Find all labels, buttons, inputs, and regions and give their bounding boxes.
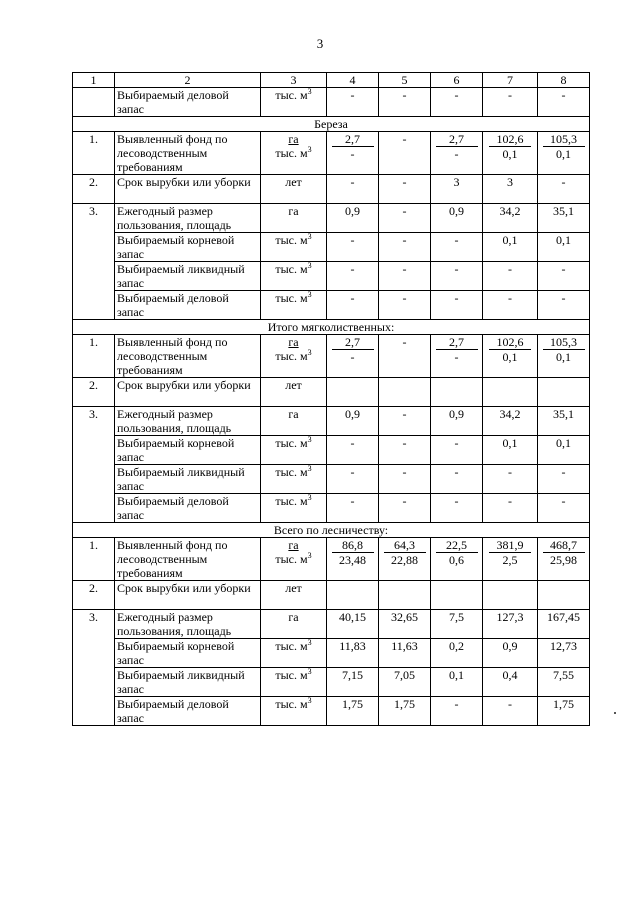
- value-cell: -: [538, 175, 590, 204]
- table-row: [73, 335, 590, 378]
- value-cell: -: [483, 291, 538, 320]
- value-cell: 34,2: [483, 204, 538, 233]
- forest-fund-table: [72, 72, 590, 726]
- row-number: 1.: [73, 335, 115, 378]
- table-row: [73, 132, 590, 175]
- value-cell: $\frac{102,6}{0,1}$: [483, 335, 538, 378]
- row-label: Срок вырубки или уборки: [115, 581, 261, 610]
- unit: тыс. $м^3$: [261, 291, 327, 320]
- row-label: Выбираемый деловой запас: [115, 697, 261, 726]
- value-cell: 34,2: [483, 407, 538, 436]
- row-label: Выбираемый деловой запас: [115, 88, 261, 117]
- value-cell: [327, 581, 379, 610]
- section-row: [73, 523, 590, 538]
- value-cell: 3: [431, 175, 483, 204]
- value-cell: 1,75: [379, 697, 431, 726]
- row-number: 2.: [73, 378, 115, 407]
- value-cell: -: [327, 291, 379, 320]
- value-cell: -: [379, 494, 431, 523]
- section-title: Итого мягколиственных:: [73, 320, 590, 335]
- value-cell: -: [379, 335, 431, 378]
- value-cell: 32,65: [379, 610, 431, 639]
- value-cell: [538, 378, 590, 407]
- unit: тыс. $м^3$: [261, 494, 327, 523]
- value-cell: 0,1: [431, 668, 483, 697]
- value-cell: -: [327, 88, 379, 117]
- row-label: Срок вырубки или уборки: [115, 175, 261, 204]
- value-cell: 7,5: [431, 610, 483, 639]
- value-cell: [431, 378, 483, 407]
- value-cell: $\frac{64,3}{22,88}$: [379, 538, 431, 581]
- row-number: [73, 88, 115, 117]
- value-cell: 0,2: [431, 639, 483, 668]
- unit: лет: [261, 581, 327, 610]
- value-cell: [483, 378, 538, 407]
- value-cell: -: [379, 233, 431, 262]
- table-row: [73, 378, 590, 407]
- row-number: 3.: [73, 407, 115, 523]
- row-label: Выбираемый корневой запас: [115, 639, 261, 668]
- header-cell: 3: [261, 73, 327, 88]
- section-row: [73, 320, 590, 335]
- header-cell: 8: [538, 73, 590, 88]
- page-number: 3: [316, 36, 324, 51]
- value-cell: [431, 581, 483, 610]
- value-cell: -: [379, 204, 431, 233]
- row-label: Выбираемый ликвидный запас: [115, 668, 261, 697]
- unit: га: [261, 204, 327, 233]
- row-label: Ежегодный размер пользования, площадь: [115, 407, 261, 436]
- value-cell: 12,73: [538, 639, 590, 668]
- value-cell: 0,9: [431, 204, 483, 233]
- section-title: Всего по лесничеству:: [73, 523, 590, 538]
- value-cell: 0,4: [483, 668, 538, 697]
- value-cell: -: [538, 262, 590, 291]
- value-cell: -: [379, 175, 431, 204]
- table-row: [73, 88, 590, 117]
- unit: тыс. $м^3$: [261, 639, 327, 668]
- row-number: 3.: [73, 610, 115, 726]
- unit: лет: [261, 175, 327, 204]
- row-label: Выбираемый деловой запас: [115, 291, 261, 320]
- unit: тыс. $м^3$: [261, 233, 327, 262]
- value-cell: $\frac{102,6}{0,1}$: [483, 132, 538, 175]
- value-cell: -: [483, 465, 538, 494]
- value-cell: 3: [483, 175, 538, 204]
- header-row: [73, 73, 590, 88]
- row-label: Срок вырубки или уборки: [115, 378, 261, 407]
- unit: га тыс. $м^3$: [261, 132, 327, 175]
- table-row: [73, 175, 590, 204]
- value-cell: $\frac{2,7}{-}$: [431, 335, 483, 378]
- value-cell: [483, 581, 538, 610]
- value-cell: 1,75: [538, 697, 590, 726]
- row-label: Ежегодный размер пользования, площадь: [115, 610, 261, 639]
- value-cell: -: [483, 494, 538, 523]
- value-cell: -: [379, 436, 431, 465]
- value-cell: -: [379, 262, 431, 291]
- value-cell: 127,3: [483, 610, 538, 639]
- table-row: [73, 639, 590, 668]
- value-cell: -: [379, 88, 431, 117]
- value-cell: $\frac{86,8}{23,48}$: [327, 538, 379, 581]
- value-cell: -: [483, 697, 538, 726]
- value-cell: -: [431, 697, 483, 726]
- row-number: 2.: [73, 175, 115, 204]
- row-number: 1.: [73, 538, 115, 581]
- row-label: Выявленный фонд по лесоводственным требованиям: [115, 538, 261, 581]
- header-cell: 6: [431, 73, 483, 88]
- table-row: [73, 407, 590, 436]
- value-cell: -: [431, 262, 483, 291]
- value-cell: 7,55: [538, 668, 590, 697]
- value-cell: -: [327, 233, 379, 262]
- table-row: [73, 494, 590, 523]
- value-cell: -: [327, 465, 379, 494]
- unit: лет: [261, 378, 327, 407]
- value-cell: $\frac{2,7}{-}$: [431, 132, 483, 175]
- table-row: [73, 204, 590, 233]
- header-cell: 4: [327, 73, 379, 88]
- section-title: Береза: [73, 117, 590, 132]
- value-cell: 0,9: [483, 639, 538, 668]
- value-cell: $\frac{22,5}{0,6}$: [431, 538, 483, 581]
- value-cell: 0,1: [538, 233, 590, 262]
- table-row: [73, 668, 590, 697]
- table-row: [73, 436, 590, 465]
- header-cell: 5: [379, 73, 431, 88]
- value-cell: -: [538, 291, 590, 320]
- table-row: [73, 581, 590, 610]
- value-cell: 11,63: [379, 639, 431, 668]
- row-number: 2.: [73, 581, 115, 610]
- value-cell: -: [538, 465, 590, 494]
- value-cell: -: [379, 407, 431, 436]
- value-cell: -: [431, 465, 483, 494]
- value-cell: 0,9: [327, 204, 379, 233]
- unit: тыс. $м^3$: [261, 668, 327, 697]
- section-row: [73, 117, 590, 132]
- row-label: Выбираемый ликвидный запас: [115, 262, 261, 291]
- value-cell: 35,1: [538, 407, 590, 436]
- value-cell: -: [431, 494, 483, 523]
- row-number: 1.: [73, 132, 115, 175]
- scan-speck: [614, 712, 616, 714]
- value-cell: $\frac{105,3}{0,1}$: [538, 335, 590, 378]
- value-cell: 11,83: [327, 639, 379, 668]
- value-cell: -: [327, 175, 379, 204]
- value-cell: -: [538, 494, 590, 523]
- value-cell: -: [327, 262, 379, 291]
- value-cell: [379, 581, 431, 610]
- table-row: [73, 233, 590, 262]
- row-label: Выбираемый ликвидный запас: [115, 465, 261, 494]
- value-cell: -: [327, 494, 379, 523]
- value-cell: -: [431, 233, 483, 262]
- value-cell: 40,15: [327, 610, 379, 639]
- table-row: [73, 262, 590, 291]
- value-cell: -: [483, 88, 538, 117]
- table-row: [73, 538, 590, 581]
- value-cell: $\frac{2,7}{-}$: [327, 335, 379, 378]
- value-cell: -: [483, 262, 538, 291]
- value-cell: 167,45: [538, 610, 590, 639]
- value-cell: [327, 378, 379, 407]
- unit: га: [261, 610, 327, 639]
- unit: тыс. $м^3$: [261, 465, 327, 494]
- value-cell: -: [379, 291, 431, 320]
- unit: га: [261, 407, 327, 436]
- unit: тыс. $м^3$: [261, 436, 327, 465]
- table-row: [73, 291, 590, 320]
- value-cell: $\frac{381,9}{2,5}$: [483, 538, 538, 581]
- value-cell: 0,1: [483, 233, 538, 262]
- value-cell: 7,05: [379, 668, 431, 697]
- value-cell: -: [431, 88, 483, 117]
- header-cell: 1: [73, 73, 115, 88]
- value-cell: $\frac{105,3}{0,1}$: [538, 132, 590, 175]
- value-cell: -: [379, 132, 431, 175]
- unit: тыс. $м^3$: [261, 262, 327, 291]
- value-cell: -: [431, 291, 483, 320]
- table-row: [73, 610, 590, 639]
- row-number: 3.: [73, 204, 115, 320]
- table-row: [73, 465, 590, 494]
- table-row: [73, 697, 590, 726]
- value-cell: 0,1: [538, 436, 590, 465]
- unit: тыс. $м^3$: [261, 697, 327, 726]
- value-cell: 1,75: [327, 697, 379, 726]
- value-cell: -: [327, 436, 379, 465]
- value-cell: $\frac{2,7}{-}$: [327, 132, 379, 175]
- row-label: Ежегодный размер пользования, площадь: [115, 204, 261, 233]
- row-label: Выбираемый корневой запас: [115, 436, 261, 465]
- unit: га тыс. $м^3$: [261, 538, 327, 581]
- value-cell: 0,9: [431, 407, 483, 436]
- value-cell: -: [379, 465, 431, 494]
- unit: тыс. $м^3$: [261, 88, 327, 117]
- value-cell: 0,1: [483, 436, 538, 465]
- row-label: Выявленный фонд по лесоводственным требованиям: [115, 132, 261, 175]
- row-label: Выбираемый корневой запас: [115, 233, 261, 262]
- value-cell: [379, 378, 431, 407]
- row-label: Выбираемый деловой запас: [115, 494, 261, 523]
- value-cell: 7,15: [327, 668, 379, 697]
- unit: га тыс. $м^3$: [261, 335, 327, 378]
- value-cell: -: [431, 436, 483, 465]
- value-cell: $\frac{468,7}{25,98}$: [538, 538, 590, 581]
- value-cell: -: [538, 88, 590, 117]
- value-cell: 35,1: [538, 204, 590, 233]
- value-cell: [538, 581, 590, 610]
- header-cell: 2: [115, 73, 261, 88]
- row-label: Выявленный фонд по лесоводственным требованиям: [115, 335, 261, 378]
- header-cell: 7: [483, 73, 538, 88]
- value-cell: 0,9: [327, 407, 379, 436]
